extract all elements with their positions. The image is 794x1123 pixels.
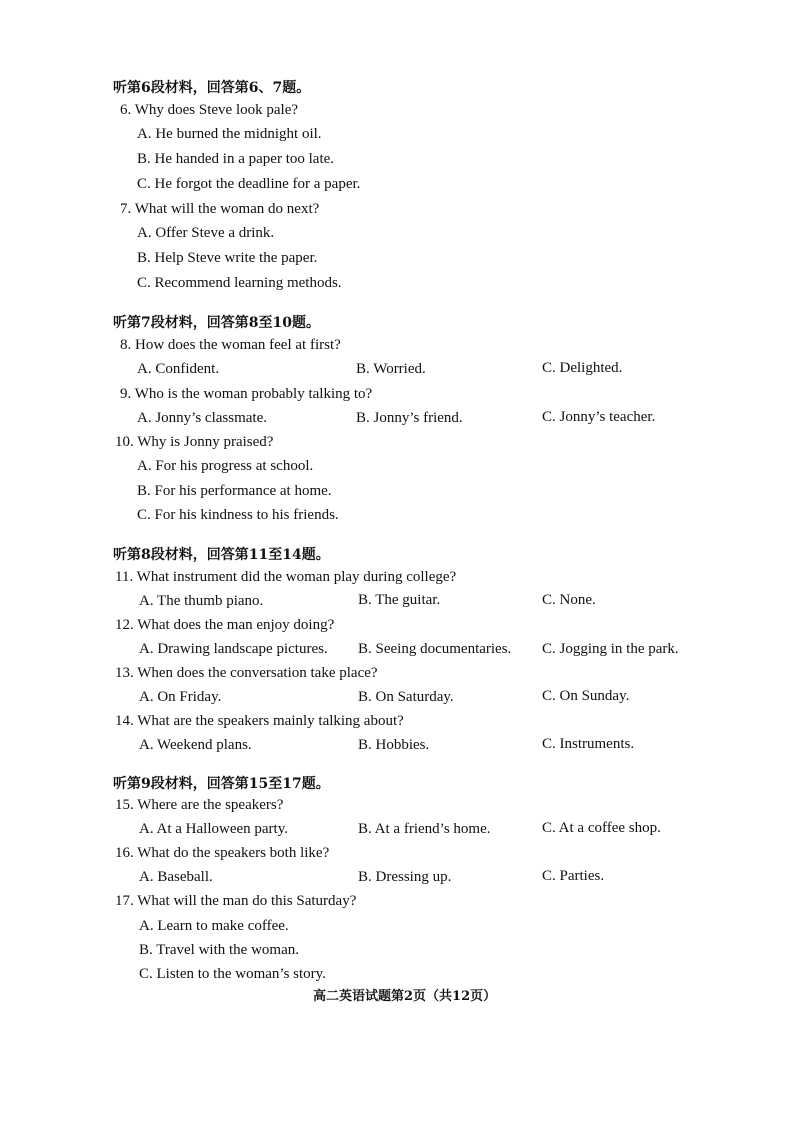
- question-13-option-c: C. On Sunday.: [542, 688, 630, 704]
- question-12-option-b: B. Seeing documentaries.: [358, 641, 512, 657]
- question-10-option-b: B. For his performance at home.: [137, 483, 332, 499]
- question-13-option-a: A. On Friday.: [139, 689, 222, 705]
- section-header-9: 听第9段材料，回答第15至17题。: [113, 776, 330, 792]
- question-15-option-c: C. At a coffee shop.: [542, 820, 661, 836]
- question-8-option-b: B. Worried.: [356, 361, 426, 377]
- question-11-option-a: A. The thumb piano.: [139, 593, 264, 609]
- question-8-option-c: C. Delighted.: [542, 360, 623, 376]
- question-12-option-a: A. Drawing landscape pictures.: [139, 641, 328, 657]
- question-16-option-c: C. Parties.: [542, 868, 605, 884]
- question-10-option-a: A. For his progress at school.: [137, 458, 314, 474]
- question-9-option-b: B. Jonny’s friend.: [356, 410, 463, 426]
- question-7-option-b: B. Help Steve write the paper.: [137, 250, 318, 266]
- question-7-option-a: A. Offer Steve a drink.: [137, 225, 275, 241]
- question-6-option-c: C. He forgot the deadline for a paper.: [137, 176, 361, 192]
- section-header-8: 听第8段材料，回答第11至14题。: [113, 547, 330, 563]
- question-15-option-a: A. At a Halloween party.: [139, 821, 288, 837]
- question-6-option-b: B. He handed in a paper too late.: [137, 151, 335, 167]
- question-16: 16. What do the speakers both like?: [115, 845, 330, 861]
- section-header-6: 听第6段材料，回答第6、7题。: [113, 80, 311, 96]
- question-8: 8. How does the woman feel at first?: [120, 337, 341, 353]
- question-6: 6. Why does Steve look pale?: [120, 102, 299, 118]
- question-8-option-a: A. Confident.: [137, 361, 220, 377]
- question-16-option-b: B. Dressing up.: [358, 869, 452, 885]
- question-14-option-b: B. Hobbies.: [358, 737, 430, 753]
- question-9-option-a: A. Jonny’s classmate.: [137, 410, 267, 426]
- question-15: 15. Where are the speakers?: [115, 797, 284, 813]
- question-16-option-a: A. Baseball.: [139, 869, 213, 885]
- page-footer: 高二英语试题第2页（共12页）: [313, 989, 497, 1004]
- question-11-option-c: C. None.: [542, 592, 596, 608]
- question-10: 10. Why is Jonny praised?: [115, 434, 274, 450]
- question-15-option-b: B. At a friend’s home.: [358, 821, 491, 837]
- question-11-option-b: B. The guitar.: [358, 592, 441, 608]
- section-header-7: 听第7段材料，回答第8至10题。: [113, 315, 320, 331]
- question-12-option-c: C. Jogging in the park.: [542, 641, 679, 657]
- question-12: 12. What does the man enjoy doing?: [115, 617, 335, 633]
- question-14: 14. What are the speakers mainly talking about?: [115, 713, 404, 729]
- question-13: 13. When does the conversation take place?: [115, 665, 378, 681]
- question-7: 7. What will the woman do next?: [120, 201, 320, 217]
- question-6-option-a: A. He burned the midnight oil.: [137, 126, 322, 142]
- question-17: 17. What will the man do this Saturday?: [115, 893, 357, 909]
- question-9: 9. Who is the woman probably talking to?: [120, 386, 373, 402]
- question-10-option-c: C. For his kindness to his friends.: [137, 507, 339, 523]
- question-17-option-c: C. Listen to the woman’s story.: [139, 966, 326, 982]
- question-13-option-b: B. On Saturday.: [358, 689, 454, 705]
- question-9-option-c: C. Jonny’s teacher.: [542, 409, 656, 425]
- question-17-option-b: B. Travel with the woman.: [139, 942, 299, 958]
- question-17-option-a: A. Learn to make coffee.: [139, 918, 289, 934]
- question-14-option-a: A. Weekend plans.: [139, 737, 252, 753]
- question-7-option-c: C. Recommend learning methods.: [137, 275, 342, 291]
- question-14-option-c: C. Instruments.: [542, 736, 635, 752]
- question-11: 11. What instrument did the woman play during college?: [115, 569, 457, 585]
